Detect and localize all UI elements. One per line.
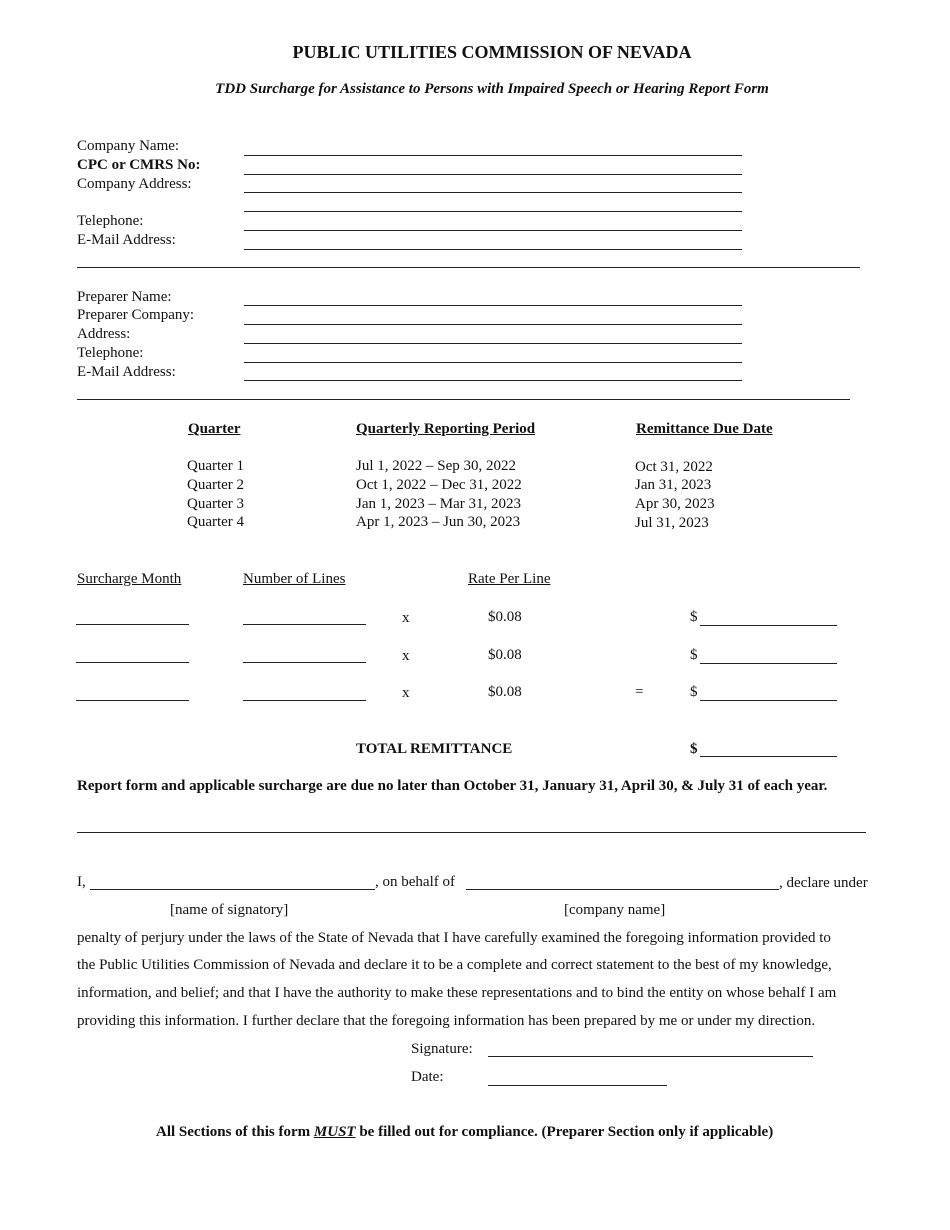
declare-under-text: , declare under bbox=[779, 875, 868, 891]
quarter-cell: Quarter 2 bbox=[187, 477, 245, 493]
compliance-notice-end: be filled out for compliance. (Preparer Section only if applicable) bbox=[355, 1124, 774, 1140]
compliance-notice bbox=[156, 1124, 773, 1141]
period-cell: Jul 1, 2022 – Sep 30, 2022 bbox=[356, 458, 517, 474]
declaration-text-line: penalty of perjury under the laws of the State of Nevada that I have carefully examined the foregoing information provided to bbox=[77, 930, 831, 946]
quarter-cell: Quarter 4 bbox=[187, 514, 245, 530]
rate-value: $0.08 bbox=[488, 609, 522, 625]
declaration-text-line: information, and belief; and that I have the authority to make these representations and to bind the entity on whose behalf I am bbox=[77, 985, 837, 1001]
section-divider bbox=[77, 832, 866, 833]
section-divider bbox=[77, 267, 860, 268]
preparer-name-field[interactable] bbox=[244, 305, 742, 306]
company-telephone-label: Telephone: bbox=[77, 213, 144, 229]
times-sign: x bbox=[402, 648, 410, 664]
due-date-cell: Jan 31, 2023 bbox=[635, 477, 712, 493]
number-of-lines-field[interactable] bbox=[243, 662, 366, 663]
preparer-telephone-label: Telephone: bbox=[77, 345, 144, 361]
section-divider bbox=[77, 399, 850, 400]
cpc-number-field[interactable] bbox=[244, 174, 742, 175]
surcharge-month-header: Surcharge Month bbox=[77, 571, 182, 587]
surcharge-month-field[interactable] bbox=[76, 662, 189, 663]
declaration-text-line: the Public Utilities Commission of Nevada and declare it to be a complete and correct statement to the best of my knowledge, bbox=[77, 957, 832, 973]
compliance-notice-start: All Sections of this form bbox=[156, 1124, 314, 1140]
surcharge-month-field[interactable] bbox=[76, 624, 189, 625]
company-caption: [company name] bbox=[564, 902, 666, 918]
period-cell: Jan 1, 2023 – Mar 31, 2023 bbox=[356, 496, 521, 512]
company-telephone-field[interactable] bbox=[244, 230, 742, 231]
number-of-lines-field[interactable] bbox=[243, 624, 366, 625]
date-label: Date: bbox=[411, 1069, 444, 1085]
preparer-telephone-field[interactable] bbox=[244, 362, 742, 363]
quarter-cell: Quarter 3 bbox=[187, 496, 245, 512]
declaration-i: I, bbox=[77, 874, 86, 890]
times-sign: x bbox=[402, 685, 410, 701]
preparer-address-label: Address: bbox=[77, 326, 131, 342]
number-of-lines-header: Number of Lines bbox=[243, 571, 346, 587]
due-date-cell: Apr 30, 2023 bbox=[635, 496, 715, 512]
page-subtitle: TDD Surcharge for Assistance to Persons with Impaired Speech or Hearing Report Form bbox=[215, 81, 769, 97]
preparer-company-field[interactable] bbox=[244, 324, 742, 325]
company-name-field[interactable] bbox=[244, 155, 742, 156]
period-cell: Oct 1, 2022 – Dec 31, 2022 bbox=[356, 477, 522, 493]
company-email-label: E-Mail Address: bbox=[77, 232, 176, 248]
surcharge-month-field[interactable] bbox=[76, 700, 189, 701]
compliance-must: MUST bbox=[313, 1124, 356, 1140]
rate-per-line-header: Rate Per Line bbox=[468, 571, 551, 587]
preparer-name-label: Preparer Name: bbox=[77, 289, 172, 305]
period-cell: Apr 1, 2023 – Jun 30, 2023 bbox=[356, 514, 521, 530]
cpc-number-label: CPC or CMRS No: bbox=[77, 157, 201, 173]
company-address-field-2[interactable] bbox=[244, 211, 742, 212]
rate-value: $0.08 bbox=[488, 684, 522, 700]
quarter-header: Quarter bbox=[188, 421, 241, 437]
page-title: PUBLIC UTILITIES COMMISSION OF NEVADA bbox=[292, 42, 692, 62]
due-date-cell: Jul 31, 2023 bbox=[635, 515, 709, 531]
quarter-cell: Quarter 1 bbox=[187, 458, 245, 474]
amount-field[interactable] bbox=[700, 663, 837, 664]
dollar-sign: $ bbox=[690, 609, 698, 625]
period-header: Quarterly Reporting Period bbox=[356, 421, 536, 437]
preparer-email-field[interactable] bbox=[244, 380, 742, 381]
preparer-address-field[interactable] bbox=[244, 343, 742, 344]
number-of-lines-field[interactable] bbox=[243, 700, 366, 701]
rate-value: $0.08 bbox=[488, 647, 522, 663]
due-date-header: Remittance Due Date bbox=[636, 421, 773, 437]
amount-field[interactable] bbox=[700, 700, 837, 701]
times-sign: x bbox=[402, 610, 410, 626]
amount-field[interactable] bbox=[700, 625, 837, 626]
company-email-field[interactable] bbox=[244, 249, 742, 250]
signatory-name-field[interactable] bbox=[90, 889, 375, 890]
due-date-cell: Oct 31, 2022 bbox=[635, 459, 713, 475]
on-behalf-of-text: , on behalf of bbox=[375, 874, 455, 890]
total-remittance-field[interactable] bbox=[700, 756, 837, 757]
total-dollar-sign: $ bbox=[690, 741, 698, 757]
preparer-email-label: E-Mail Address: bbox=[77, 364, 176, 380]
company-name-label: Company Name: bbox=[77, 138, 180, 154]
signature-field[interactable] bbox=[488, 1056, 813, 1057]
preparer-company-label: Preparer Company: bbox=[77, 307, 195, 323]
company-address-field[interactable] bbox=[244, 192, 742, 193]
signatory-caption: [name of signatory] bbox=[170, 902, 289, 918]
dollar-sign: $ bbox=[690, 647, 698, 663]
equals-sign: = bbox=[635, 684, 644, 700]
total-remittance-label: TOTAL REMITTANCE bbox=[356, 741, 513, 757]
signature-label: Signature: bbox=[411, 1041, 473, 1057]
company-address-label: Company Address: bbox=[77, 176, 192, 192]
date-field[interactable] bbox=[488, 1085, 667, 1086]
declaration-text-line: providing this information. I further declare that the foregoing information has been prepared by me or under my direction. bbox=[77, 1013, 816, 1029]
dollar-sign: $ bbox=[690, 684, 698, 700]
declaration-company-field[interactable] bbox=[466, 889, 779, 890]
due-date-notice: Report form and applicable surcharge are due no later than October 31, January 31, April 30, & July 31 of each year. bbox=[77, 778, 828, 794]
